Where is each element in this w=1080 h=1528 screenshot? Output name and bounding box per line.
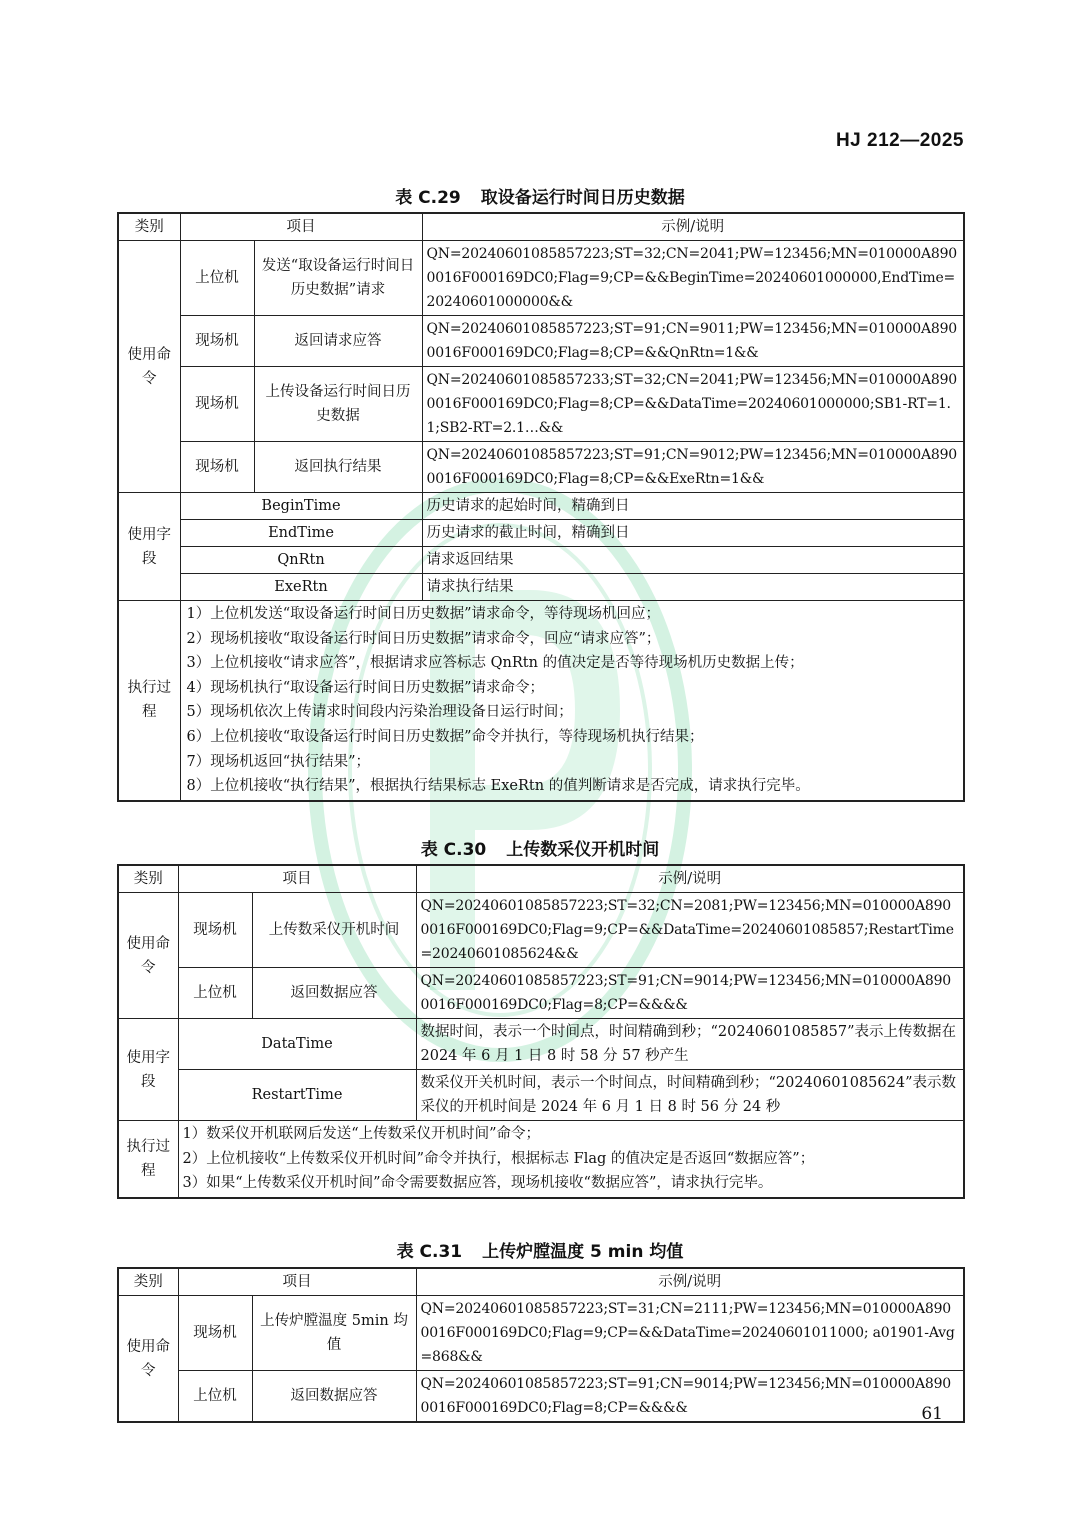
process-step: 3）上位机接收“请求应答”，根据请求应答标志 QnRtn 的值决定是否等待现场机历史数据上传； [186, 655, 804, 672]
item-cell: 返回请求应答 [254, 316, 422, 367]
example-cell: QN=20240601085857223;ST=32;CN=2041;PW=123456;MN=010000A8900016F000169DC0;Flag=9;CP=&&BeginTime=20240601000000,EndTime=20240601000000&& [422, 241, 964, 316]
process-step: 7）现场机返回“执行结果”； [186, 753, 371, 770]
process-step: 1）上位机发送“取设备运行时间日历史数据”请求命令，等待现场机回应； [186, 606, 661, 622]
actor-cell: 现场机 [178, 893, 252, 968]
example-cell: QN=20240601085857223;ST=91;CN=9014;PW=123456;MN=010000A8900016F000169DC0;Flag=8;CP=&&&& [416, 968, 964, 1019]
field-desc-cell: 请求返回结果 [422, 547, 964, 574]
col-header-item: 项目 [180, 213, 422, 241]
caption-c29-title: 取设备运行时间日历史数据 [480, 188, 685, 208]
col-header-example: 示例/说明 [416, 865, 964, 893]
doc-code-header: HJ 212—2025 [835, 130, 964, 151]
table-c29 [117, 212, 965, 802]
example-cell: QN=20240601085857223;ST=91;CN=9012;PW=123456;MN=010000A8900016F000169DC0;Flag=8;CP=&&ExeRtn=1&& [422, 442, 964, 493]
process-steps [180, 601, 964, 801]
caption-c29-number: 表 C.29 [395, 188, 461, 208]
item-cell: 返回执行结果 [254, 442, 422, 493]
field-desc-cell: 请求执行结果 [422, 574, 964, 601]
col-header-example: 示例/说明 [422, 213, 964, 241]
field-name-cell: QnRtn [180, 547, 422, 574]
col-header-category: 类别 [118, 1268, 178, 1296]
category-command: 使用命令 [118, 241, 180, 493]
category-field: 使用字段 [118, 493, 180, 601]
item-cell: 发送“取设备运行时间日历史数据”请求 [254, 241, 422, 316]
page-number: 61 [921, 1404, 943, 1424]
process-step: 6）上位机接收“取设备运行时间日历史数据”命令并执行，等待现场机执行结果； [186, 728, 704, 745]
col-header-category: 类别 [118, 865, 178, 893]
category-field: 使用字段 [118, 1019, 178, 1121]
category-command: 使用命令 [118, 1296, 178, 1423]
actor-cell: 上位机 [180, 241, 254, 316]
process-step: 4）现场机执行“取设备运行时间日历史数据”请求命令； [186, 679, 545, 696]
process-step: 5）现场机依次上传请求时间段内污染治理设备日运行时间； [186, 704, 573, 721]
col-header-category: 类别 [118, 213, 180, 241]
caption-c30-title: 上传数采仪开机时间 [506, 840, 660, 860]
item-cell: 上传炉膛温度 5min 均值 [252, 1296, 416, 1371]
col-header-item: 项目 [178, 1268, 416, 1296]
example-cell: QN=20240601085857223;ST=91;CN=9014;PW=123456;MN=010000A8900016F000169DC0;Flag=8;CP=&&&& [416, 1371, 964, 1423]
field-desc-cell: 历史请求的截止时间，精确到日 [422, 520, 964, 547]
process-step: 2）上位机接收“上传数采仪开机时间”命令并执行，根据标志 Flag 的值决定是否返回“数据应答”； [182, 1150, 815, 1167]
field-desc-cell: 历史请求的起始时间，精确到日 [422, 493, 964, 520]
field-name-cell: ExeRtn [180, 574, 422, 601]
process-step: 1）数采仪开机联网后发送“上传数采仪开机时间”命令； [182, 1126, 541, 1142]
table-c31 [117, 1267, 965, 1423]
field-desc-cell: 数采仪开关机时间，表示一个时间点，时间精确到秒；“20240601085624”表示数采仪的开机时间是 2024 年 6 月 1 日 8 时 56 分 24 秒 [416, 1070, 964, 1121]
caption-c29 [0, 183, 1080, 208]
caption-c31-title: 上传炉膛温度 5 min 均值 [482, 1242, 684, 1262]
item-cell: 上传数采仪开机时间 [252, 893, 416, 968]
process-step: 2）现场机接收“取设备运行时间日历史数据”请求命令，回应“请求应答”； [186, 630, 661, 647]
field-name-cell: RestartTime [178, 1070, 416, 1121]
col-header-item: 项目 [178, 865, 416, 893]
field-name-cell: BeginTime [180, 493, 422, 520]
caption-c30 [0, 835, 1080, 860]
caption-c30-number: 表 C.30 [420, 840, 487, 860]
actor-cell: 上位机 [178, 1371, 252, 1423]
example-cell: QN=20240601085857223;ST=31;CN=2111;PW=123456;MN=010000A8900016F000169DC0;Flag=9;CP=&&DataTime=20240601011000; a01901-Avg=868&& [416, 1296, 964, 1371]
col-header-example: 示例/说明 [416, 1268, 964, 1296]
actor-cell: 现场机 [180, 316, 254, 367]
caption-c31-number: 表 C.31 [396, 1242, 463, 1262]
process-step: 8）上位机接收“执行结果”，根据执行结果标志 ExeRtn 的值判断请求是否完成，请求执行完毕。 [186, 778, 810, 795]
item-cell: 返回数据应答 [252, 1371, 416, 1423]
category-process: 执行过程 [118, 601, 180, 801]
field-name-cell: DataTime [178, 1019, 416, 1070]
table-c30 [117, 864, 965, 1199]
process-step: 3）如果“上传数采仪开机时间”命令需要数据应答，现场机接收“数据应答”，请求执行完毕。 [182, 1175, 773, 1192]
field-name-cell: EndTime [180, 520, 422, 547]
example-cell: QN=20240601085857223;ST=32;CN=2081;PW=123456;MN=010000A8900016F000169DC0;Flag=9;CP=&&DataTime=20240601085857;RestartTime=20240601085624&& [416, 893, 964, 968]
actor-cell: 上位机 [178, 968, 252, 1019]
category-command: 使用命令 [118, 893, 178, 1019]
item-cell: 返回数据应答 [252, 968, 416, 1019]
example-cell: QN=20240601085857233;ST=32;CN=2041;PW=123456;MN=010000A8900016F000169DC0;Flag=8;CP=&&DataTime=20240601000000;SB1-RT=1.1;SB2-RT=2.1…&& [422, 367, 964, 442]
category-process: 执行过程 [118, 1121, 178, 1198]
actor-cell: 现场机 [180, 442, 254, 493]
actor-cell: 现场机 [178, 1296, 252, 1371]
actor-cell: 现场机 [180, 367, 254, 442]
item-cell: 上传设备运行时间日历史数据 [254, 367, 422, 442]
caption-c31 [0, 1237, 1080, 1262]
process-steps [178, 1121, 964, 1198]
example-cell: QN=20240601085857223;ST=91;CN=9011;PW=123456;MN=010000A8900016F000169DC0;Flag=8;CP=&&QnRtn=1&& [422, 316, 964, 367]
field-desc-cell: 数据时间，表示一个时间点，时间精确到秒；“20240601085857”表示上传数据在 2024 年 6 月 1 日 8 时 58 分 57 秒产生 [416, 1019, 964, 1070]
